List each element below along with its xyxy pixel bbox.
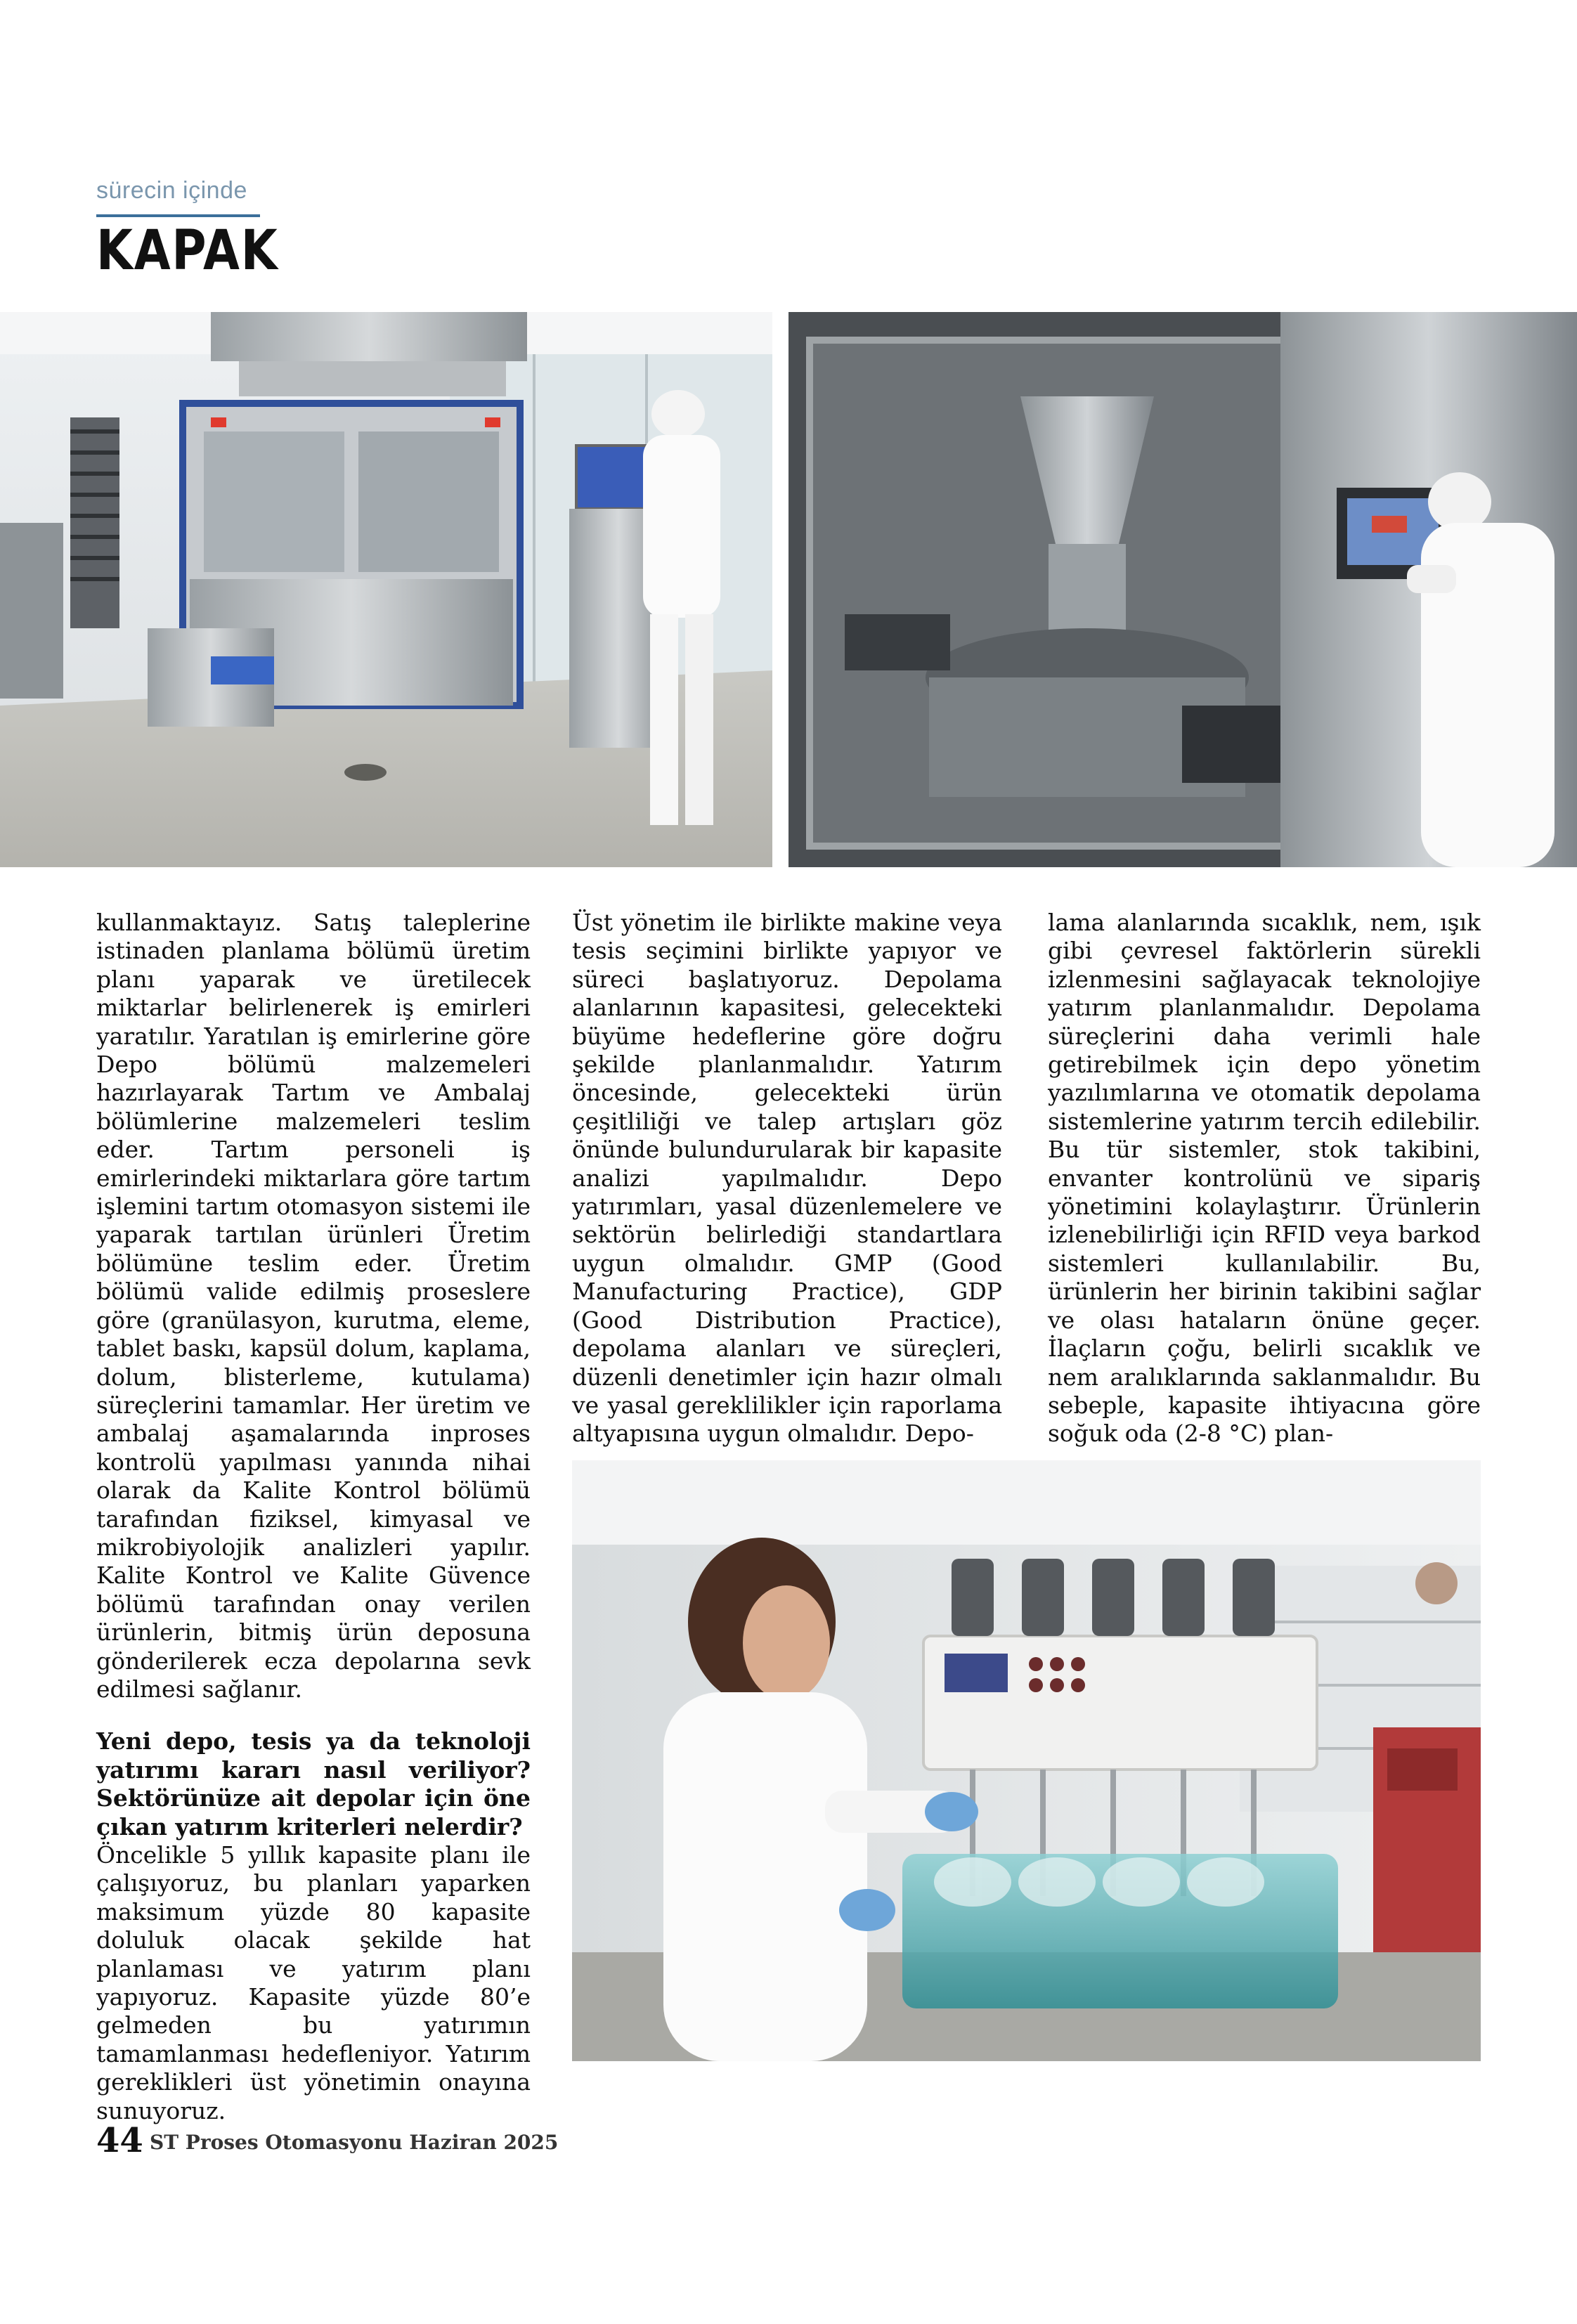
page-number: 44 xyxy=(96,2121,143,2160)
factory-photo-icon xyxy=(788,312,1577,867)
column-1 xyxy=(96,909,531,2125)
publication-name: ST Proses Otomasyonu Haziran 2025 xyxy=(150,2131,559,2154)
tablet-press-machine-photo xyxy=(0,312,772,867)
factory-photo-icon xyxy=(0,312,772,867)
body-paragraph: kullanmaktayız. Satış taleplerine istinaden planlama bölümü üretim planı yaparak ve üretilecek miktarlar belirlenerek iş emirleri yaratılır. Yaratılan iş emirlerine göre Depo bölümü malzemeleri hazırlayarak Tartım ve Ambalaj bölümlerine malzemeleri teslim eder. Tartım personeli iş emirlerindeki miktarlara göre tartım işlemini tartım otomasyon sistemi ile yaparak tartılan ürünleri Üretim bölümüne teslim eder. Üretim bölümü valide edilmiş proseslere göre (granülasyon, kurutma, eleme, tablet baskı, kapsül dolum, kaplama, dolum, blisterleme, kutulama) süreçlerini tamamlar. Her üretim ve ambalaj aşamalarında inproses kontrolü yapılması yanında nihai olarak da Kalite Kontrol bölümü tarafından fiziksel, kimyasal ve mikrobiyolojik analizleri yapılır. Kalite Kontrol ve Kalite Güvence bölümü tarafından onay verilen ürünlerin, bitmiş ürün deposuna gönderilerek ecza depolarına sevk edilmesi sağlanır. xyxy=(96,909,531,1703)
section-title: KAPAK xyxy=(96,219,279,283)
lab-photo-icon xyxy=(572,1460,1481,2061)
capsule-filling-machine-photo xyxy=(788,312,1577,867)
column-3 xyxy=(1048,909,1481,1448)
interview-question: Yeni depo, tesis ya da teknoloji yatırımı kararı nasıl veriliyor? Sektörünüze ait depolar için öne çıkan yatırım kriterleri nelerdir? xyxy=(96,1727,531,1841)
interview-answer: Öncelikle 5 yıllık kapasite planı ile çalışıyoruz, bu planları yaparken maksimum yüzde 80 kapasite doluluk olacak şekilde hat planlaması ve yatırım planı yapıyoruz. Kapasite yüzde 80’e gelmeden bu yatırımın tamamlanması hedefleniyor. Yatırım gereklikleri üst yönetimin onayına sunuyoruz. xyxy=(96,1841,531,2124)
section-rule xyxy=(96,214,260,217)
dissolution-tester-lab-photo xyxy=(572,1460,1481,2061)
section-label: sürecin içinde xyxy=(96,177,247,204)
body-paragraph: lama alanlarında sıcaklık, nem, ışık gibi çevresel faktörlerin sürekli izlenmesini sağlayacak teknolojiye yatırım planlanmalıdır. Depolama süreçlerini daha verimli hale getirebilmek için depo yönetim yazılımlarına ve otomatik depolama sistemlerine yatırım tercih edilebilir. Bu tür sistemler, stok takibini, envanter kontrolünü ve sipariş yönetimini kolaylaştırır. Ürünlerin izlenebilirliği için RFID veya barkod sistemleri kullanılabilir. Bu, ürünlerin her birinin takibini sağlar ve olası hataların önüne geçer. İlaçların çoğu, belirli sıcaklık ve nem aralıklarında saklanmalıdır. Bu sebeple, kapasite ihtiyacına göre soğuk oda (2-8 °C) plan- xyxy=(1048,909,1481,1448)
body-paragraph: Üst yönetim ile birlikte makine veya tesis seçimini birlikte yapıyor ve süreci başlatıyoruz. Depolama alanlarının kapasitesi, gelecekteki büyüme hedeflerine göre doğru şekilde planlanmalıdır. Yatırım öncesinde, gelecekteki ürün çeşitliliği ve talep artışları göz önünde bulundurularak bir kapasite analizi yapılmalıdır. Depo yatırımları, yasal düzenlemelere ve sektörün belirlediği standartlara uygun olmalıdır. GMP (Good Manufacturing Practice), GDP (Good Distribution Practice), depolama alanları ve süreçleri, düzenli denetimler için hazır olmalı ve yasal gereklilikler için raporlama altyapısına uygun olmalıdır. Depo- xyxy=(572,909,1002,1448)
column-2 xyxy=(572,909,1002,1448)
